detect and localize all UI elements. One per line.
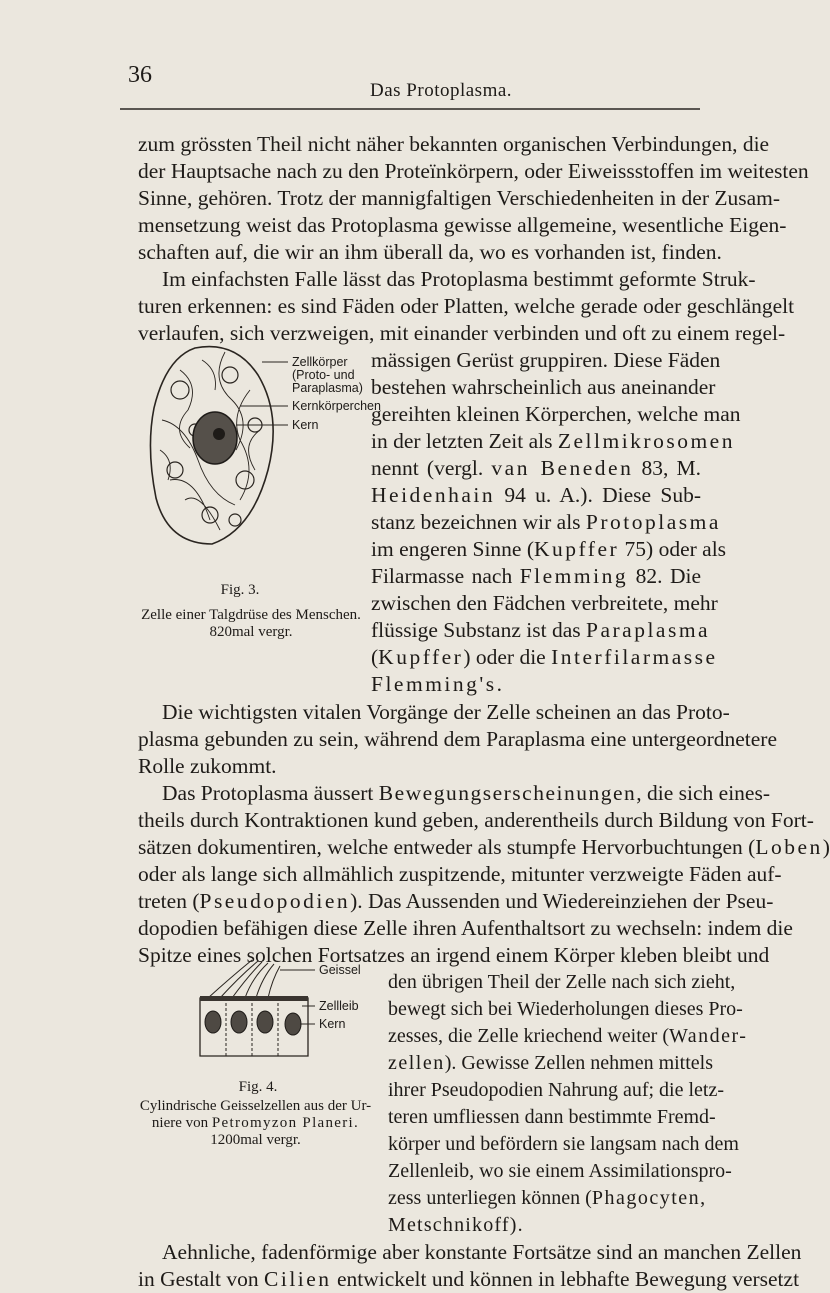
text-line: dopodien befähigen diese Zelle ihren Aufenthaltsort zu wechseln: indem die [138,916,793,940]
text-run: entwickelt und können in lebhafte Bewegung versetzt [331,1267,800,1291]
text-line [138,1265,800,1293]
text-line: bewegt sich bei Wiederholungen dieses Pro- [388,998,743,1020]
fig3-label-proto: (Proto- und [292,368,355,382]
text-line: Zellenleib, wo sie einem Assimilationspro- [388,1160,732,1182]
fig4-cells-drawing [190,958,315,1063]
text-run: treten ( [138,889,200,913]
spaced-term: Cilien [264,1267,332,1291]
text-line [371,535,727,563]
author-name: van Beneden [491,456,634,480]
fig3-label-zellkoerper: Zellkörper [292,355,348,369]
text-line [388,1184,706,1212]
text-line: Metschnikoff). [388,1214,524,1236]
text-run: ( [371,645,379,669]
text-line [371,562,701,590]
text-line: teren umfliessen dann bestimmte Fremd- [388,1106,716,1128]
spaced-term: Protoplasma [585,510,721,534]
caption-run: niere von [151,1115,212,1131]
text-line [371,508,721,536]
spaced-term: Zellmikrosomen [557,429,735,453]
fig4-nuclei [205,1011,301,1035]
text-line: schaften auf, die wir an ihm überall da, wo es vorhanden ist, finden. [138,240,722,264]
text-line: zwischen den Fädchen verbreitete, mehr [371,591,718,615]
fig3-caption-line2: 820mal vergr. [209,624,293,640]
fig3-caption-line1: Zelle einer Talgdrüse des Menschen. [141,607,361,623]
text-run: ). Gewisse Zellen nehmen mittels [444,1052,714,1074]
text-line: Flemming's. [371,672,505,696]
text-line: Sinne, gehören. Trotz der mannigfaltigen Verschiedenheiten in der Zusam- [138,186,781,210]
spaced-term: Loben [755,835,823,859]
text-run: ) oder die [463,645,552,669]
text-line [371,427,735,455]
text-line: verlaufen, sich verzweigen, mit einander verbinden und oft zu einem regel- [138,321,786,345]
text-line [371,643,718,671]
author-name: Heidenhain [371,483,496,507]
text-line: zum grössten Theil nicht näher bekannten organischen Verbindungen, die [138,132,770,156]
text-line: körper und befördern sie langsam nach dem [388,1133,739,1155]
header-rule [120,108,700,110]
text-run: sätzen dokumentiren, welche entweder als stumpfe Hervorbuchtungen ( [138,835,756,859]
fig4-number: Fig. 4. [238,1079,278,1095]
spaced-term: zellen [388,1052,445,1074]
text-run: 94 u. A.). Diese Sub- [495,483,701,507]
text-line: oder als lange sich allmählich zuspitzende, mitunter verzweigte Fäden auf- [138,862,782,886]
fig3-label-para: Paraplasma) [292,381,363,395]
spaced-term: Bewegungserscheinungen [378,781,637,805]
text-line [388,1022,748,1050]
fig4-caption-line2 [128,1115,383,1132]
running-title: Das Protoplasma. [370,80,513,101]
text-line: Im einfachsten Falle lässt das Protoplasma bestimmt geformte Struk- [162,267,756,291]
text-line [388,1049,714,1077]
fig4-cell-border [200,996,308,1001]
text-line: Spitze eines solchen Fortsatzes an irgend einem Körper kleben bleibt und [138,943,770,967]
fig3-label-kern: Kern [292,418,319,432]
text-line: Rolle zukommt. [138,754,277,778]
text-run: , die sich eines- [636,781,771,805]
fig3-label-kernkoerperchen: Kernkörperchen [292,399,381,413]
fig4-label-geissel: Geissel [319,963,361,977]
text-line [162,779,771,807]
fig3-number: Fig. 3. [220,582,260,598]
text-run: 83, M. [633,456,702,480]
text-run: 75) oder als [619,537,727,561]
text-line: plasma gebunden zu sein, während dem Paraplasma eine untergeordnetere [138,727,777,751]
text-line [138,833,830,861]
text-line [138,887,774,915]
text-run: 82. Die [628,564,701,588]
text-line: den übrigen Theil der Zelle nach sich zieht, [388,971,736,993]
text-line: bestehen wahrscheinlich aus aneinander [371,375,716,399]
text-line: mensetzung weist das Protoplasma gewisse allgemeine, wesentliche Eigen- [138,213,787,237]
text-line: Aehnliche, fadenförmige aber konstante Fortsätze sind an manchen Zellen [162,1240,802,1264]
fig4-label-zellleib: Zellleib [319,999,359,1013]
text-line [371,481,701,509]
text-run: in Gestalt von [138,1267,264,1291]
text-line [371,616,711,644]
page-number: 36 [128,62,152,88]
text-line: ihrer Pseudopodien Nahrung auf; die letz- [388,1079,725,1101]
spaced-term: Phagocyten [591,1187,701,1209]
text-line: Die wichtigsten vitalen Vorgänge der Zelle scheinen an das Proto- [162,700,730,724]
text-run: stanz bezeichnen wir als [371,510,586,534]
text-run: Das Protoplasma äussert [162,781,379,805]
spaced-term: Interfilarmasse [551,645,718,669]
text-line: gereihten kleinen Körperchen, welche man [371,402,741,426]
spaced-term: Wander- [668,1025,748,1047]
species-name: Petromyzon Planeri. [211,1115,360,1131]
fig4-label-kern: Kern [319,1017,346,1031]
text-run: , [700,1187,706,1209]
author-name: Kupffer [378,645,464,669]
text-line: der Hauptsache nach zu den Proteïnkörpern, oder Eiweissstoffen im weitesten [138,159,809,183]
text-run: in der letzten Zeit als [371,429,558,453]
spaced-term: Pseudopodien [199,889,351,913]
fig3-nucleolus [213,428,225,440]
text-run: im engeren Sinne ( [371,537,534,561]
text-line [371,454,701,482]
text-line: turen erkennen: es sind Fäden oder Platten, welche gerade oder geschlängelt [138,294,795,318]
author-name: Flemming [519,564,629,588]
text-run: ) [822,835,830,859]
text-run: nennt (vergl. [371,456,492,480]
text-run: zess unterliegen können ( [388,1187,592,1209]
text-line: mässigen Gerüst gruppiren. Diese Fäden [371,348,721,372]
text-run: zesses, die Zelle kriechend weiter ( [388,1025,669,1047]
text-run: flüssige Substanz ist das [371,618,586,642]
text-run: Filarmasse nach [371,564,520,588]
text-line: theils durch Kontraktionen kund geben, anderentheils durch Bildung von Fort- [138,808,814,832]
fig4-caption-line3: 1200mal vergr. [210,1132,301,1148]
spaced-term: Paraplasma [586,618,711,642]
text-run: ). Das Aussenden und Wiedereinziehen der Pseu- [350,889,774,913]
author-name: Kupffer [534,537,620,561]
fig4-caption-line1: Cylindrische Geisselzellen aus der Ur- [139,1098,372,1114]
fig3-cell-drawing [140,330,290,560]
